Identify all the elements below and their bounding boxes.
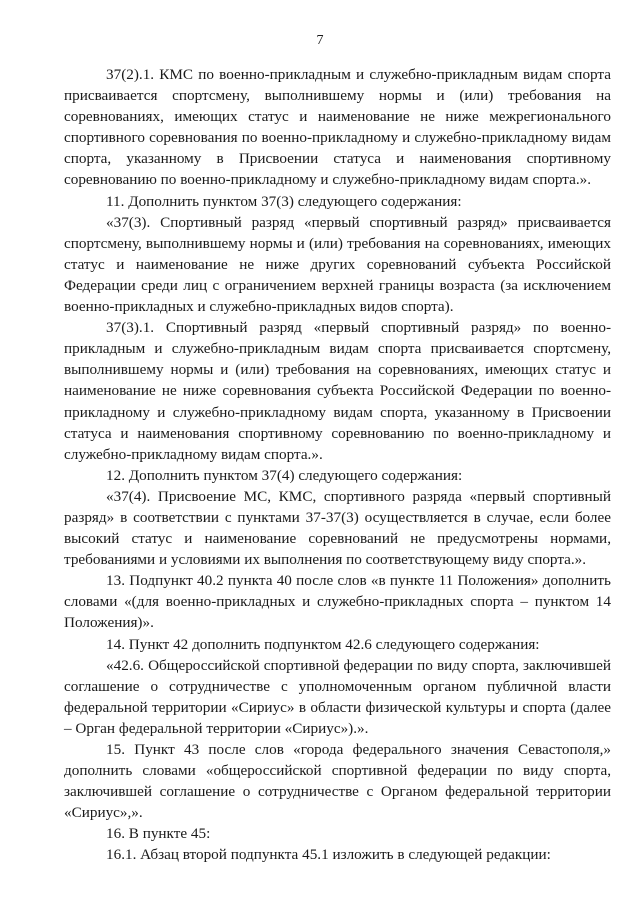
paragraph-item-16: 16. В пункте 45: xyxy=(106,825,211,843)
paragraph-item-15: 15. Пункт 43 после слов «города федерального значения Севастополя,» дополнить словами «общероссийской спортивной федерации по виду спорта, заключившей соглашение о сотрудничестве с Органом федеральной территории «Сириус»,». xyxy=(64,741,611,822)
paragraph-37-3-1: 37(3).1. Спортивный разряд «первый спортивный разряд» по военно-прикладным и служебно-прикладным видам спорта присваивается спортсмену, выполнившему нормы и (или) требования на соревнованиях, имеющих статус и наименование не ниже соревнования субъекта Российской Федерации по военно-прикладному и служебно-прикладному видам спорта, указанному в Присвоении статуса и наименования спортивному соревнованию по военно-прикладному и служебно-прикладному видам спорта.». xyxy=(64,319,611,463)
paragraph-item-13: 13. Подпункт 40.2 пункта 40 после слов «в пункте 11 Положения» дополнить словами «(для военно-прикладных и служебно-прикладных спорта – пунктом 14 Положения)». xyxy=(64,572,611,632)
paragraph-16-1: 16.1. Абзац второй подпункта 45.1 изложить в следующей редакции: xyxy=(106,846,551,864)
paragraph-item-12: 12. Дополнить пунктом 37(4) следующего содержания: xyxy=(106,466,463,484)
paragraph-37-4: «37(4). Присвоение МС, КМС, спортивного разряда «первый спортивный разряд» в соответствии с пунктами 37-37(3) осуществляется в случае, если более высокий статус и наименование соревнований не предусмотрены нормами, требованиями и условиями их выполнения по соответствующему виду спорта.». xyxy=(64,487,611,569)
paragraph-item-11: 11. Дополнить пунктом 37(3) следующего содержания: xyxy=(106,192,462,210)
paragraph-37-2-1: 37(2).1. КМС по военно-прикладным и служебно-прикладным видам спорта присваивается спортсмену, выполнившему нормы и (или) требования на соревнованиях, имеющих статус и наименование не ниже межрегионального спортивного соревнования по военно-прикладному и служебно-прикладному видам спорта, указанному в Присвоении статуса и наименования спортивному соревнованию по военно-прикладному и служебно-прикладному видам спорта.». xyxy=(64,66,611,189)
paragraph-item-14: 14. Пункт 42 дополнить подпунктом 42.6 следующего содержания: xyxy=(106,635,540,653)
page-number: 7 xyxy=(316,33,324,48)
paragraph-37-3: «37(3). Спортивный разряд «первый спортивный разряд» присваивается спортсмену, выполнившему нормы и (или) требования на соревнованиях, имеющих статус и наименование не ниже других соревнований субъекта Российской Федерации среди лиц с ограничением верхней границы возраста (за исключением военно-прикладных и служебно-прикладных видов спорта). xyxy=(64,213,611,316)
paragraph-42-6: «42.6. Общероссийской спортивной федерации по виду спорта, заключившей соглашение о сотрудничестве с уполномоченным органом публичной власти федеральной территории «Сириус» в области физической культуры и спорта (далее – Орган федеральной территории «Сириус»).». xyxy=(64,656,611,737)
document-body xyxy=(64,64,611,866)
